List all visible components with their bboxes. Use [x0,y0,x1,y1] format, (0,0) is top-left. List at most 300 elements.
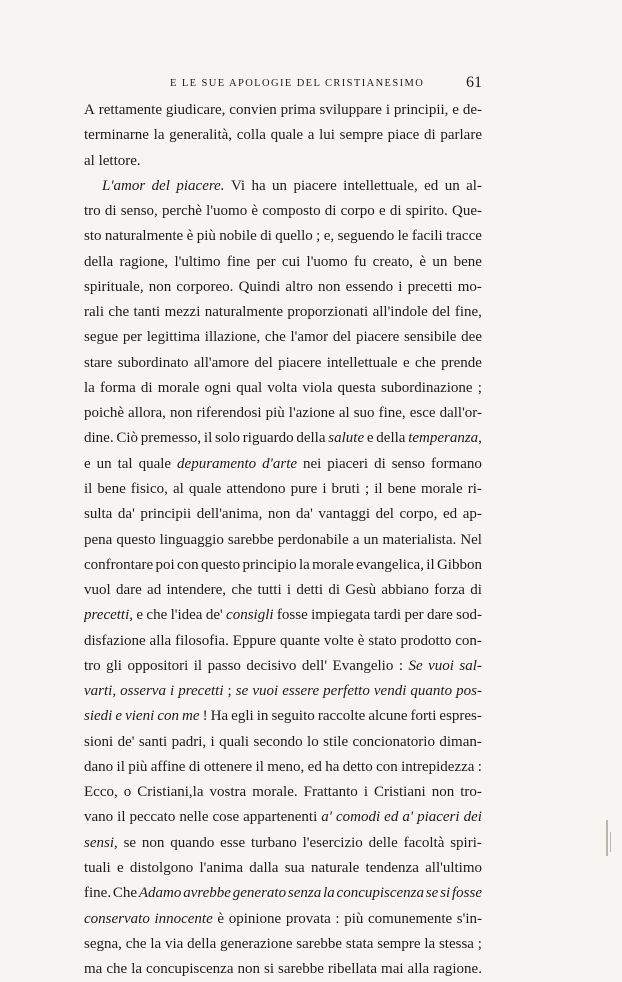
word: bene [453,253,482,270]
text-line [84,553,482,578]
text-line [84,755,482,780]
word: linguaggio [159,531,224,548]
word: un [96,455,112,472]
word: con [376,758,398,775]
word: piace [387,127,420,144]
word: del [332,329,352,346]
margin-scan-mark [606,820,608,856]
word: temperanza, [408,430,482,447]
word: innocente [154,910,213,927]
word: nobile [219,228,257,245]
word: tutti [257,582,282,599]
word: del [254,354,273,371]
word: L'amor [102,177,146,194]
word: secondo [253,733,303,750]
word: proporzionati [287,304,369,321]
word: filosofia. [175,632,229,649]
word: esce [409,405,436,422]
word: forma [99,379,136,396]
word: fine, [378,405,406,422]
word: sal- [459,657,482,674]
word: illazione, [204,329,261,346]
word: non [237,961,260,978]
word: all'ultimo [425,859,482,876]
word: i [385,102,390,118]
word: ogni [204,379,232,396]
word: Nel [460,531,482,548]
word: se [123,834,137,851]
word: ed [384,809,399,826]
word: è [217,910,225,927]
word: tanti [133,304,161,321]
word: fisico, [130,480,168,497]
word: d'arte [262,455,298,472]
word: generazione [220,935,293,952]
word: sua [284,859,305,876]
word: prima [280,102,316,118]
word: decisivo [246,657,297,674]
word: al [338,405,350,422]
word: stare [84,354,113,371]
word: l'amor [290,329,329,346]
word: piaceri [327,455,369,472]
word: dall'or- [439,405,482,422]
text-line [84,502,482,527]
word: turbano [250,834,297,851]
word: sto [84,228,102,245]
word: espres- [439,708,482,725]
word: di [470,582,482,599]
word: ; [477,379,482,396]
word: il [116,758,125,775]
word: della [296,430,326,447]
text-line [84,831,482,856]
word: vantaggi [318,506,371,523]
word: questo [200,556,241,573]
word: generato [232,885,287,902]
word: : [477,758,482,775]
word: Evangelio [332,657,394,674]
word: Gibbon [436,556,482,573]
word: di [188,758,201,775]
word: e [402,354,410,371]
word: seguito [271,708,315,725]
word: piacere [293,177,337,194]
word: il [84,480,93,497]
word: viola [302,379,333,396]
word: piacere [278,354,322,371]
word: piacere [355,329,400,346]
word: questa [337,379,376,396]
word: terminarne [84,127,149,144]
word: sarebbe [278,961,324,978]
word: Quindi [238,278,281,295]
word: oppositori [127,657,189,674]
word: spirito. [405,203,448,220]
word: disfazione [84,632,146,649]
word: corpo [340,203,375,220]
word: ottenere [203,758,253,775]
word: naturalmente [204,304,284,321]
word: che [125,935,147,952]
text-line [84,275,482,300]
word: a [352,531,360,548]
word: corpo, [399,506,438,523]
word: per [404,607,424,624]
word: tal [117,455,133,472]
word: fu [353,253,367,270]
word: non [267,506,291,523]
text-line [84,578,482,603]
word: pure [290,480,318,497]
text-line [84,351,482,376]
word: Vi [230,177,246,194]
word: materialista. [382,531,457,548]
word: stile [323,733,349,750]
word: che [231,582,253,599]
word: colla [236,127,266,144]
text-line [84,856,482,881]
word: con [176,556,199,573]
word: di [389,203,402,220]
word: naturalmente [104,228,184,245]
text-line [84,932,482,957]
word: il [117,809,126,826]
word: ma [84,961,103,978]
word: sulta [84,506,113,523]
word: con [157,708,179,725]
word: cui [281,253,301,270]
text-line [84,477,482,502]
word: Se [408,657,423,674]
word: fine, [454,304,482,321]
word: è [186,228,194,245]
word: volte [323,632,354,649]
text-line [84,780,482,805]
text-line [84,654,482,679]
word: tuali [84,859,111,876]
word: nelle [179,809,209,826]
word: se [235,683,249,700]
word: altro [285,278,313,295]
word: mezzi [164,304,201,321]
word: morale. [252,784,298,801]
page-number: 61 [466,74,482,91]
word: rettamente [98,102,162,118]
word: per [256,253,276,270]
word: sarebbe [227,531,274,548]
text-line [84,376,482,401]
word: mai [381,961,404,978]
word: quando [170,834,215,851]
word: sensi, [84,834,118,851]
word: un [363,531,379,548]
running-title: E LE SUE APOLOGIE DEL CRISTIANESIMO [170,78,425,89]
text-line [84,730,482,755]
word: Che [112,885,138,902]
word: e [136,607,144,624]
word: i [363,784,368,801]
text-line [84,401,482,426]
word: intrepidezza [401,758,475,775]
word: ribellata [327,961,378,978]
word: al- [466,177,482,194]
word: dano [84,758,114,775]
word: da' [295,506,313,523]
word: di [260,228,272,245]
word: del [151,177,170,194]
word: dei [463,809,482,826]
word: detto [342,758,373,775]
word: e [84,455,91,472]
word: via [164,935,184,952]
word: vostra [209,784,247,801]
text-line [84,224,482,249]
word: ; [227,683,232,700]
word: de' [205,607,223,624]
word: lettore. [98,152,141,169]
word: dell'anima, [196,506,263,523]
word: il [255,758,264,775]
word: facili [411,228,443,245]
word: al [172,480,184,497]
word: intellettuale, [343,177,418,194]
word: il [203,430,213,447]
word: ri- [467,480,482,497]
text-line [84,300,482,325]
word: del [432,304,451,321]
word: conservato [84,910,150,927]
word: all'indole [372,304,428,321]
text-line [84,98,482,123]
word: formano [431,455,482,472]
word: precetti [178,683,224,700]
word: diman- [439,733,482,750]
word: la [150,935,162,952]
word: quali [219,733,250,750]
word: gli [106,657,122,674]
word: che [414,354,436,371]
word: Ha [210,708,229,725]
word: opinione [228,910,282,927]
word: morale [157,379,200,396]
word: questo [116,531,156,548]
word: intellettuale [326,354,398,371]
word: suo [353,405,375,422]
word: da' [117,506,135,523]
text-line [84,907,482,932]
word: lo [307,733,319,750]
word: depuramento [177,455,257,472]
word: meno, [267,758,305,775]
word: evangelica, [356,556,424,573]
word: ed [442,506,458,523]
margin-scan-mark [610,832,611,852]
word: un [432,253,448,270]
word: di [374,455,386,472]
word: con- [455,632,482,649]
word: spiri- [450,834,482,851]
body-text [84,98,482,982]
word: cose [212,809,240,826]
word: sempre [339,127,383,144]
word: detti [296,582,324,599]
word: ad [147,582,162,599]
word: tro [84,203,101,220]
word: riguardo [242,430,294,447]
word: siedi [84,708,113,725]
word: ! [202,708,208,725]
word: ha [325,758,340,775]
word: ragione, [119,253,169,270]
word: è [251,203,259,220]
word: i [210,733,215,750]
word: perdonabile [277,531,349,548]
word: Que- [451,203,482,220]
word: osserva [120,683,166,700]
text-line [84,629,482,654]
word: corporeo. [176,278,234,295]
word: ; [364,480,370,497]
word: me [182,708,200,725]
word: spirituale, [84,278,144,295]
word: qual [236,379,263,396]
word: la [131,961,143,978]
word: fine [226,253,251,270]
text-line [84,881,482,906]
word: sviluppare [319,102,382,118]
word: tardi [373,607,402,624]
word: è [357,632,365,649]
word: de- [462,102,482,118]
word: volta [267,379,298,396]
word: l'ultimo [174,253,221,270]
text-line [84,603,482,628]
word: naturale [310,859,360,876]
word: prodotto [400,632,452,649]
word: pos- [456,683,482,700]
text-line [84,957,482,982]
text-line [84,123,482,148]
word: sod- [456,607,482,624]
word: non [318,278,341,295]
word: creato, [372,253,414,270]
word: tendenza [365,859,419,876]
word: fosse [276,607,308,624]
word: a' [402,809,414,826]
word: Cristiani [374,784,426,801]
word: della [84,253,114,270]
word: poichè [84,405,124,422]
word: sioni [84,733,114,750]
word: di [140,379,153,396]
word: esse [220,834,246,851]
word: vendi [373,683,407,700]
word: i [286,582,292,599]
word: padri, [171,733,207,750]
word: dee [461,329,482,346]
word: di [104,203,117,220]
word: si [440,885,451,902]
word: l'uomo [306,253,348,270]
word: Adamo [138,885,182,902]
word: riferendosi [196,405,262,422]
text-line [84,149,482,174]
text-line [84,174,482,199]
word: essere [282,683,320,700]
word: e [115,708,123,725]
word: vuoi [428,657,454,674]
word: s'in- [456,910,482,927]
word: solo [215,430,241,447]
word: un [272,177,288,194]
word: a' [321,809,332,826]
word: e [366,430,374,447]
word: ; [316,228,321,245]
word: santi [138,733,168,750]
word: il [374,480,383,497]
word: ragione. [433,961,482,978]
word: quale [138,455,172,472]
word: vano [84,809,114,826]
word: quello [275,228,313,245]
word: i [322,480,327,497]
word: senso [391,455,426,472]
word: comodi [336,809,381,826]
word: : [335,910,340,927]
word: forti [410,708,437,725]
word: bene [97,480,126,497]
word: quale [270,127,304,144]
word: il [426,556,435,573]
word: senso, [120,203,158,220]
word: vieni [125,708,155,725]
word: non [431,784,455,801]
word: Ecco, [84,784,118,801]
word: la [424,935,436,952]
word: piaceri [417,809,460,826]
word: che [106,961,128,978]
word: e [452,102,459,118]
word: prende [441,354,482,371]
word: e [116,859,124,876]
word: ha [251,177,266,194]
word: passo [207,657,241,674]
word: che [264,329,286,346]
word: forza [434,582,465,599]
word: di [424,127,436,144]
text-line [84,679,482,704]
word: abbiano [381,582,429,599]
word: pena [84,531,113,548]
word: giudicare, [165,102,226,118]
word: l'anima [199,859,244,876]
word: vuoi [252,683,279,700]
word: segna, [84,935,122,952]
word: ed [424,177,439,194]
word: del [375,506,394,523]
word: principio [242,556,297,573]
word: mo- [457,278,482,295]
word: distolgono [129,859,194,876]
word: precetti [407,278,453,295]
word: di [324,203,337,220]
word: fosse [451,885,482,902]
word: salute [328,430,365,447]
word: composto [262,203,321,220]
word: affine [150,758,186,775]
word: peccato [129,809,176,826]
